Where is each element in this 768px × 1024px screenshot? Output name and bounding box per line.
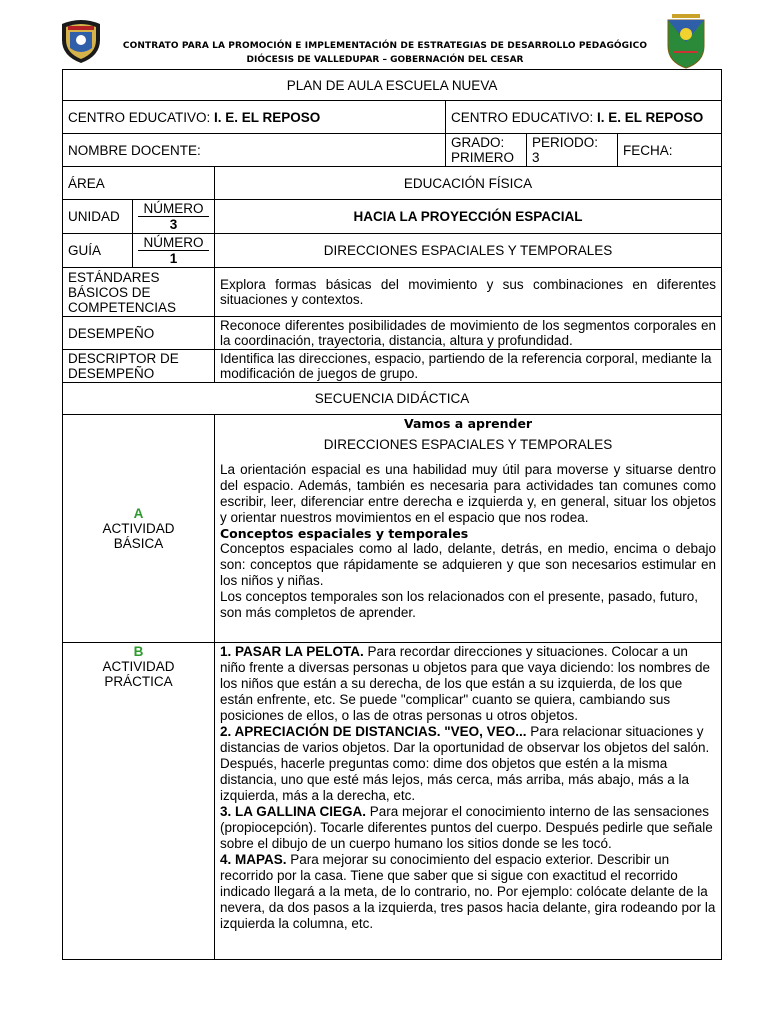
guia-numero-value: 1	[169, 251, 178, 266]
actividad-b-item-text: Para mejorar su conocimiento del espacio exterior. Describir un recorrido por la casa. Tiene que saber que si sigue con exactitud el recorrido indicado llegará a la meta, de lo contrario, no. Por ejemplo: colócate delante de la nevera, da dos pasos a la izquierda, tres pasos hacia delante, gira rodeando por la izquierda la columna, etc.	[220, 852, 716, 931]
unidad-numero-cell	[133, 200, 215, 234]
guia-numero-label: NÚMERO	[138, 235, 209, 251]
secuencia-didactica-heading: SECUENCIA DIDÁCTICA	[63, 383, 722, 415]
header-diocese-subtitle: DIÓCESIS DE VALLEDUPAR – GOBERNACIÓN DEL CESAR	[246, 55, 524, 65]
actividad-b-label-cell	[63, 643, 215, 960]
actividad-b-item	[220, 804, 716, 852]
actividad-a-letter: A	[133, 506, 144, 521]
actividad-b-item	[220, 644, 716, 724]
actividad-b-content	[215, 643, 722, 960]
actividad-b-item-title: 2. APRECIACIÓN DE DISTANCIAS. "VEO, VEO...	[220, 724, 527, 739]
area-label: ÁREA	[63, 167, 215, 200]
centro-educativo-cell-1	[63, 101, 446, 134]
grado-value: PRIMERO	[451, 150, 515, 165]
actividad-a-label-1: ACTIVIDAD	[102, 521, 175, 536]
actividad-b-item-title: 4. MAPAS.	[220, 852, 287, 867]
desempeno-text: Reconoce diferentes posibilidades de movimiento de los segmentos corporales en la coordinación, trayectoria, distancia, altura y profundidad.	[215, 317, 722, 350]
actividad-a-content	[215, 415, 722, 643]
guia-title: DIRECCIONES ESPACIALES Y TEMPORALES	[215, 234, 722, 268]
nombre-docente-cell	[63, 134, 446, 167]
desempeno-label: DESEMPEÑO	[63, 317, 215, 350]
periodo-cell	[527, 134, 618, 167]
area-value: EDUCACIÓN FÍSICA	[215, 167, 722, 200]
plan-title: PLAN DE AULA ESCUELA NUEVA	[63, 70, 722, 101]
estandares-label: ESTÁNDARES BÁSICOS DE COMPETENCIAS	[63, 268, 215, 317]
unidad-title: HACIA LA PROYECCIÓN ESPACIAL	[215, 200, 722, 234]
actividad-a-label-cell	[63, 415, 215, 643]
guia-label: GUÍA	[63, 234, 133, 268]
centro-educativo-value-2: I. E. EL REPOSO	[597, 109, 704, 125]
actividad-b-item-title: 3. LA GALLINA CIEGA.	[220, 804, 367, 819]
estandares-text: Explora formas básicas del movimiento y sus combinaciones en diferentes situaciones y contextos.	[215, 268, 722, 317]
actividad-a-label-2: BÁSICA	[113, 536, 164, 551]
fecha-cell	[618, 134, 722, 167]
nombre-docente-label: NOMBRE DOCENTE:	[68, 142, 201, 158]
actividad-b-item-text: Para mejorar el conocimiento interno de las sensaciones (propiocepción). Tocarle diferentes puntos del cuerpo. Después pedirle que señale sobre el dibujo de un cuerpo humano los sitios donde se les tocó.	[220, 804, 713, 851]
centro-educativo-cell-2	[446, 101, 722, 134]
actividad-b-letter: B	[133, 644, 144, 659]
unidad-numero-label: NÚMERO	[138, 201, 209, 217]
actividad-b-item-text: Para recordar direcciones y situaciones. Colocar a un niño frente a diversas personas u objetos para que vaya diciendo: los nombres de los niños que están a su derecha, de los que están a su izquierda, de los que están enfrente, etc. Se puede "complicar" cuanto se quiera, cambiando sus posiciones de ellos, o las de otras personas u otros objetos.	[220, 644, 711, 723]
police-shield-logo-icon	[58, 18, 104, 64]
grado-cell	[446, 134, 527, 167]
lesson-plan-table	[62, 69, 722, 960]
actividad-b-item	[220, 724, 716, 804]
actividad-a-concepts-heading: Conceptos espaciales y temporales	[220, 526, 469, 541]
centro-educativo-label-1: CENTRO EDUCATIVO:	[68, 109, 211, 125]
grado-label: GRADO:	[451, 135, 505, 150]
periodo-label: PERIODO:	[532, 135, 599, 150]
descriptor-text: Identifica las direcciones, espacio, partiendo de la referencia corporal, mediante la modificación de juegos de grupo.	[215, 350, 722, 383]
unidad-numero-value: 3	[169, 217, 178, 232]
actividad-b-item-title: 1. PASAR LA PELOTA.	[220, 644, 364, 659]
centro-educativo-label-2: CENTRO EDUCATIVO:	[451, 109, 594, 125]
periodo-value: 3	[532, 150, 540, 165]
document-header	[0, 0, 768, 70]
actividad-a-heading: Vamos a aprender	[403, 416, 533, 431]
cesar-coat-of-arms-icon	[662, 12, 710, 70]
header-contract-title: CONTRATO PARA LA PROMOCIÓN E IMPLEMENTACIÓN DE ESTRATEGIAS DE DESARROLLO PEDAGÓGICO	[122, 41, 648, 51]
actividad-b-item-text: Para relacionar situaciones y distancias de varios objetos. Dar la oportunidad de observar los objetos del salón. Después, hacerle preguntas como: dime dos objetos que estén a la misma distancia, uno que esté más lejos, más cerca, más arriba, más abajo, más a la izquierda, más a la derecha, etc.	[220, 724, 710, 803]
actividad-a-paragraph-2: Conceptos espaciales como al lado, delante, detrás, en medio, encima o debajo son: conceptos que rápidamente se adquieren y que son necesarios estimular en los niños y niñas.	[220, 541, 717, 588]
unidad-label: UNIDAD	[63, 200, 133, 234]
actividad-a-paragraph-1: La orientación espacial es una habilidad muy útil para moverse y situarse dentro del espacio. Además, también es necesaria para actividades tan comunes como escribir, leer, diferenciar entre derecha e izquierda y, en general, situar los objetos y orientar nuestros movimientos en el espacio que nos rodea.	[220, 462, 717, 525]
actividad-a-subtitle: DIRECCIONES ESPACIALES Y TEMPORALES	[323, 437, 613, 452]
actividad-b-label-2: PRÁCTICA	[104, 674, 173, 689]
actividad-a-paragraph-3: Los conceptos temporales son los relacionados con el presente, pasado, futuro, son más completos de aprender.	[220, 589, 699, 620]
descriptor-label: DESCRIPTOR DE DESEMPEÑO	[63, 350, 215, 383]
actividad-b-label-1: ACTIVIDAD	[102, 659, 175, 674]
guia-numero-cell	[133, 234, 215, 268]
centro-educativo-value-1: I. E. EL REPOSO	[214, 109, 321, 125]
actividad-b-item	[220, 852, 716, 932]
fecha-label: FECHA:	[623, 142, 673, 158]
